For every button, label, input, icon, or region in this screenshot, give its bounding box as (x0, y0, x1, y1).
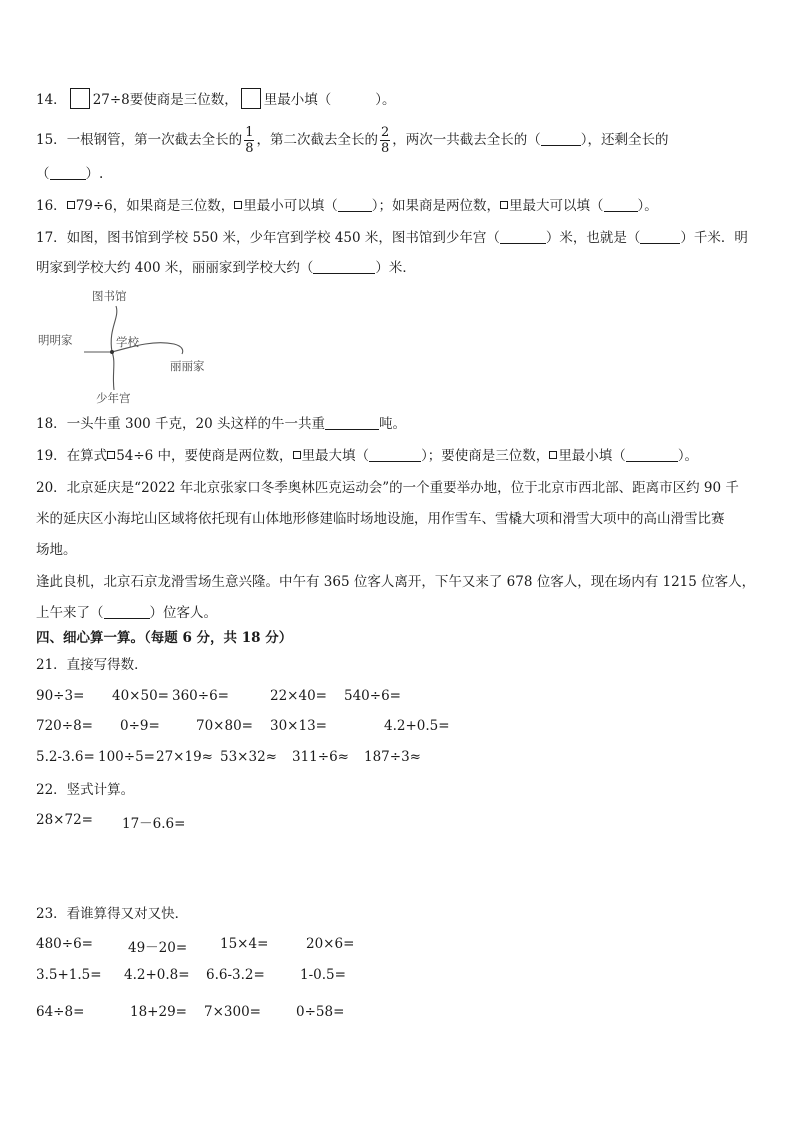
calc-item: 6.6-3.2= (206, 967, 265, 983)
placeholder-square (107, 451, 115, 459)
calc-item: 4.2+0.5= (384, 718, 450, 734)
placeholder-square (293, 451, 301, 459)
calc-item: 28×72= (36, 812, 93, 828)
calc-item: 3.5+1.5= (36, 967, 102, 983)
road-youth (112, 352, 114, 390)
calc-item: 540÷6= (344, 688, 401, 704)
calc-item: 22×40= (270, 688, 327, 704)
question-22-title: 22．竖式计算。 (36, 782, 135, 798)
question-number: 14． (36, 92, 67, 108)
answer-blank[interactable] (313, 259, 375, 274)
answer-blank[interactable] (541, 131, 581, 146)
question-20-line3: 场地。 (36, 542, 77, 558)
calc-item: 30×13= (270, 718, 327, 734)
calc-item: 70×80= (196, 718, 253, 734)
calc-item: 480÷6= (36, 936, 93, 952)
calc-item: 100÷5= (98, 749, 155, 765)
calc-item: 15×4= (220, 936, 269, 952)
calc-item: 20×6= (306, 936, 355, 952)
calc-item: 53×32≈ (220, 749, 277, 765)
calc-item: 49－20= (128, 940, 188, 956)
placeholder-square (234, 201, 242, 209)
calc-item: 0÷58= (296, 1004, 345, 1020)
question-23-title: 23．看谁算得又对又快． (36, 906, 189, 922)
question-20: 20．北京延庆是“2022 年北京张家口冬季奥林匹克运动会”的一个重要举办地，位于北京市西北部、距离市区约 90 千 (36, 480, 739, 496)
calc-item: 720÷8= (36, 718, 93, 734)
placeholder-square (67, 201, 75, 209)
calc-item: 40×50= (112, 688, 169, 704)
calc-item: 17－6.6= (122, 816, 186, 832)
question-15-cont: （ ）. (36, 166, 104, 182)
answer-blank[interactable] (604, 197, 638, 212)
question-17: 17．如图，图书馆到学校 550 米，少年宫到学校 450 米，图书馆到少年宫（ ）米，也就是（ ）千米．明 (36, 230, 748, 246)
question-17-cont: 明家到学校大约 400 米，丽丽家到学校大约（ ）米． (36, 260, 416, 276)
label-library: 图书馆 (92, 289, 127, 303)
section-4-heading: 四、细心算一算。（每题 6 分，共 18 分） (36, 630, 293, 646)
placeholder-square (500, 201, 508, 209)
label-youth: 少年宫 (96, 391, 131, 405)
question-20-line4: 逢此良机，北京石京龙滑雪场生意兴隆。中午有 365 位客人离开，下午又来了 678 位客人，现在场内有 1215 位客人， (36, 574, 756, 590)
calc-item: 0÷9= (120, 718, 160, 734)
calc-item: 27×19≈ (156, 749, 213, 765)
fraction-one-eighth: $\frac{1}{8}$ (245, 125, 254, 156)
answer-blank[interactable] (338, 197, 372, 212)
calc-item: 5.2-3.6= (36, 749, 95, 765)
calc-item: 1-0.5= (300, 967, 346, 983)
question-19: 19．在算式 54÷6 中，要使商是两位数， 里最大填（ ）；要使商是三位数， 里最小填（ ）。 (36, 448, 699, 464)
answer-blank[interactable] (500, 229, 546, 244)
label-lili: 丽丽家 (170, 359, 205, 373)
school-map-figure (34, 286, 234, 406)
answer-blank[interactable] (626, 447, 678, 462)
answer-blank[interactable] (325, 415, 379, 430)
answer-blank[interactable] (369, 447, 421, 462)
calc-item: 311÷6≈ (292, 749, 349, 765)
answer-blank[interactable] (640, 229, 680, 244)
calc-item: 187÷3≈ (364, 749, 421, 765)
question-21-title: 21．直接写得数． (36, 657, 148, 673)
answer-box[interactable] (241, 88, 261, 109)
question-20-line2: 米的延庆区小海坨山区域将依托现有山体地形修建临时场地设施，用作雪车、雪橇大项和滑雪大项中的高山滑雪比赛 (36, 511, 725, 527)
calc-item: 90÷3= (36, 688, 85, 704)
question-14: 14． 27÷8要使商是三位数， 里最小填（ ）。 (36, 88, 396, 110)
calc-item: 18+29= (130, 1004, 187, 1020)
question-18: 18．一头牛重 300 千克，20 头这样的牛一共重 吨。 (36, 416, 407, 432)
calc-item: 360÷6= (172, 688, 229, 704)
label-mingming: 明明家 (38, 333, 73, 347)
question-15: 15．一根钢管，第一次截去全长的 $\frac{1}{8}$ ，第二次截去全长的 $\frac{2}{8}$ ，两次一共截去全长的（ ），还剩全长的 (36, 125, 669, 156)
question-20-line5: 上午来了（ ）位客人。 (36, 605, 217, 621)
calc-item: 4.2+0.8= (124, 967, 190, 983)
question-16: 16． 79÷6，如果商是三位数， 里最小可以填（ ）；如果商是两位数， 里最大可以填（ ）。 (36, 198, 658, 214)
answer-blank[interactable] (104, 604, 150, 619)
calc-item: 7×300= (204, 1004, 261, 1020)
answer-box[interactable] (70, 88, 90, 109)
answer-blank[interactable] (50, 165, 86, 180)
fraction-two-eighths: $\frac{2}{8}$ (380, 125, 390, 156)
calc-item: 64÷8= (36, 1004, 85, 1020)
school-dot (110, 350, 114, 354)
answer-blank[interactable] (331, 92, 375, 106)
label-school: 学校 (116, 335, 139, 349)
placeholder-square (549, 451, 557, 459)
